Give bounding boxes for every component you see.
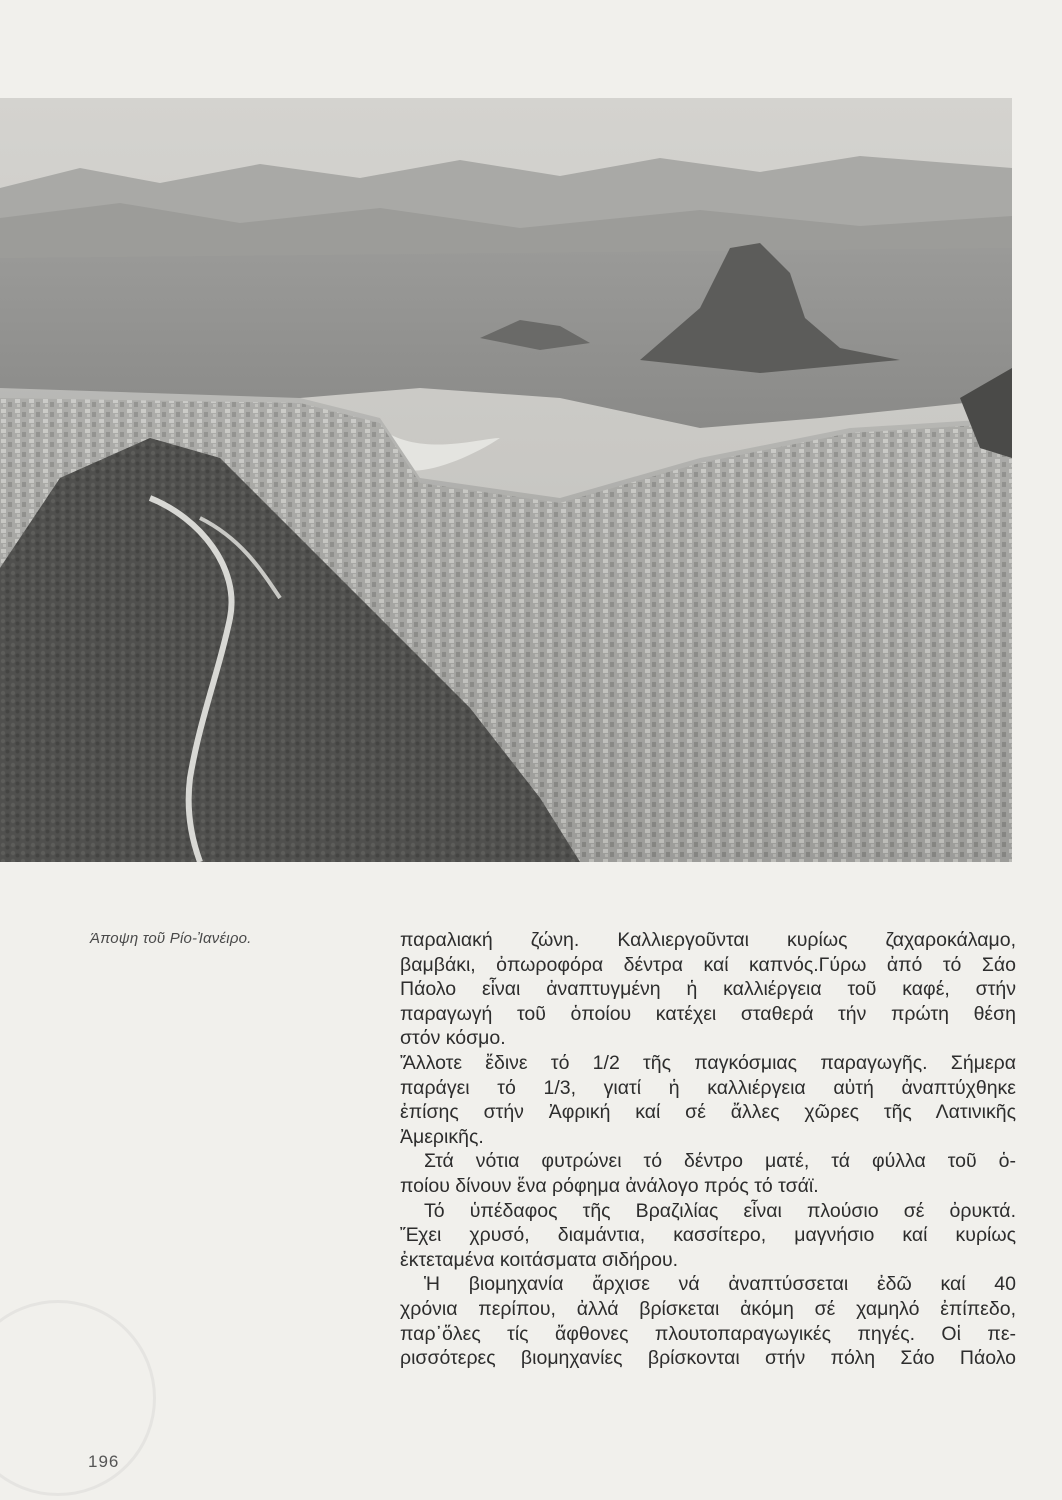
text-line: Τό ὑπέδαφος τῆς Βραζιλίας εἶναι πλούσιο σέ ὀρυκτά. xyxy=(424,1199,1016,1222)
paragraph xyxy=(400,928,1016,1051)
text-line: Πάολο εἶναι ἀναπτυγμένη ἡ καλλιέργεια τοῦ καφέ, στήν xyxy=(400,978,1016,1001)
text-line: παράγει τό 1/3, γιατί ἡ καλλιέργεια αὐτή ἀναπτύχθηκε xyxy=(400,1076,1016,1099)
text-line: ποίου δίνουν ἕνα ρόφημα ἀνάλογο πρός τό τσάϊ. xyxy=(400,1174,819,1197)
text-line: παραλιακή ζώνη. Καλλιεργοῦνται κυρίως ζαχαροκάλαμο, xyxy=(400,929,1016,951)
text-line: Ἄλλοτε ἔδινε τό 1/2 τῆς παγκόσμιας παραγωγῆς. Σήμερα xyxy=(400,1051,1016,1074)
text-line: ἐκτεταμένα κοιτάσματα σιδήρου. xyxy=(400,1248,679,1271)
text-line: παρ᾽ὅλες τίς ἄφθονες πλουτοπαραγωγικές πηγές. Οἱ πε- xyxy=(400,1322,1016,1345)
text-line: παραγωγή τοῦ ὁποίου κατέχει σταθερά τήν πρώτη θέση xyxy=(400,1002,1016,1025)
paragraph xyxy=(400,1199,1016,1273)
text-line: Στά νότια φυτρώνει τό δέντρο ματέ, τά φύλλα τοῦ ὁ- xyxy=(424,1150,1016,1173)
photo-caption: Άποψη τοῦ Ρίο-Ἰανέιρο. xyxy=(90,930,252,947)
text-line: ρισσότερες βιομηχανίες βρίσκονται στήν πόλη Σάο Πάολο xyxy=(400,1347,1016,1370)
paragraph xyxy=(400,1051,1016,1149)
rio-panorama-photo xyxy=(0,98,1012,862)
body-text xyxy=(400,928,1016,1371)
paragraph xyxy=(400,1149,1016,1198)
text-line: βαμβάκι, ὀπωροφόρα δέντρα καί καπνός.Γύρω ἀπό τό Σάο xyxy=(400,953,1016,976)
text-line: Ἔχει χρυσό, διαμάντια, κασσίτερο, μαγνήσιο καί κυρίως xyxy=(400,1224,1016,1247)
page-number: 196 xyxy=(88,1452,120,1471)
paragraph xyxy=(400,1272,1016,1370)
landscape-photo-icon xyxy=(0,98,1012,862)
text-line: χρόνια περίπου, ἀλλά βρίσκεται ἀκόμη σέ χαμηλό ἐπίπεδο, xyxy=(400,1297,1016,1320)
faint-stamp-mark xyxy=(0,1300,156,1496)
text-line: στόν κόσμο. xyxy=(400,1027,506,1050)
text-line: Ἀμερικῆς. xyxy=(400,1125,484,1148)
text-line: Ἡ βιομηχανία ἄρχισε νά ἀναπτύσσεται ἐδῶ καί 40 xyxy=(424,1273,1016,1296)
text-line: ἐπίσης στήν Ἀφρική καί σέ ἄλλες χῶρες τῆς Λατινικῆς xyxy=(400,1101,1016,1124)
